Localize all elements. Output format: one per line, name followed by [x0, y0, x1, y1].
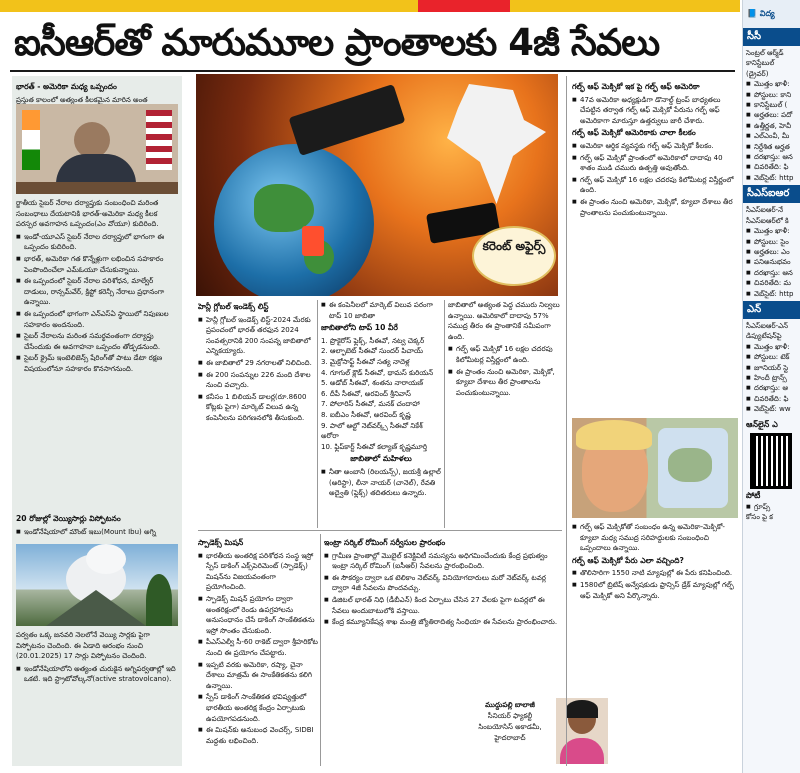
sec3-sub: సీఎస్ఐఆర్-ఎన్ — [746, 321, 789, 330]
list-item: ■ చివరితేది: ఫి — [746, 394, 798, 404]
book-icon: 📘 — [747, 9, 757, 18]
henley-heading: హెన్లీ గ్లోబల్ ఇండెక్స్ లిస్ట్ — [198, 302, 269, 311]
sec2-title: సీఎస్ఐఆర — [743, 185, 800, 203]
ash-cloud-top — [86, 544, 126, 574]
india-us-heading: భారత్ - అమెరికా మధ్య ఒప్పందం — [16, 82, 117, 91]
author-city: హైదరాబాద్ — [494, 734, 526, 742]
calculator — [302, 226, 324, 256]
gulf-continuation — [448, 300, 560, 528]
list-item: ■ గల్ఫ్ ఆఫ్ మెక్సికో ప్రాంతంలో అమెరికాలో దాదాపు 40 శాతం ముడి చమురు ఉత్పత్తి అవుతోంది. — [572, 153, 738, 174]
list-item: ■ దరఖాస్తు: ఆన — [746, 268, 798, 278]
list-item: ■ వెబ్‌సైట్: http — [746, 289, 798, 299]
list-item: ■ అర్హతలు: పదో — [746, 110, 798, 120]
list-item: ■ మొత్తం ఖాళీ: — [746, 226, 798, 236]
list-item: ■ ఉత్తీర్ణత, హెవీ — [746, 121, 798, 131]
list-item: ■ ఇప్పటి వరకు అమెరికా, రష్యా, చైనా దేశాలు మాత్రమే ఈ సాంకేతికతను కలిగి ఉన్నాయి. — [198, 660, 318, 692]
logo-text: విద్య — [759, 9, 775, 18]
list-item: ■ పనిఅనుభవం — [746, 257, 798, 267]
laptop — [289, 84, 406, 156]
list-item: ■ హిందీ ట్రాన్స్ — [746, 373, 798, 383]
left-column — [16, 80, 178, 105]
list-item: ■ స్పేస్ డాకింగ్ సాంకేతికత భవిష్యత్తులో భారతీయ అంతరిక్ష కేంద్రం ఏర్పాటుకు ఉపయోగపడనుంది. — [198, 692, 318, 724]
gulf-name-heading: గల్ఫ్ ఆఫ్ మెక్సికో పేరు ఎలా వచ్చింది? — [572, 555, 684, 565]
spadex-section — [198, 536, 318, 764]
top10-item: 7. పోలారిస్ సీఈవో, మనక్ చందాహా — [321, 400, 420, 409]
sec3-box — [743, 319, 800, 417]
top10-item: 6. దీపీ సీఈవో, అరవింద్ శ్రీనివాస్ — [321, 389, 411, 398]
list-item: ■ ఈ మిషన్‌కు అనుబంధ వెంచర్స్, SIDBI మద్దతు లభించింది. — [198, 725, 318, 746]
list-item: ■ కనీసం 1 బిలియన్ డాలర్ల(రూ.8600 కోట్లకు పైగా) మార్కెట్ విలువ ఉన్న కంపెనీలను పరిగణనలోకి తీసుకుంది. — [198, 392, 314, 424]
list-item: ■ స్పాడెక్స్ మిషన్ ప్రయోగం ద్వారా అంతరిక్షంలో రెండు ఉపగ్రహాలను అనుసంధానం చేసే డాకింగ్ సాంకేతికతను ఇస్రో సొంతం చేసుకుంది. — [198, 594, 318, 636]
bottom-box — [743, 502, 800, 523]
list-item: ■ హెన్లీ గ్లోబల్ ఇండెక్స్ లిస్ట్-2024 మేరకు ప్రపంచంలో భారత్ తరఫున 2024 సంవత్సరానికి 200 సంపన్న జాబితాలో ఎన్నికయ్యారు. — [198, 315, 314, 357]
list-item: ■ ఈ ప్రాంతం నుంచి అమెరికా, మెక్సికో, క్యూబా దేశాలు తీర ప్రాంతాలను పంచుకుంటున్నాయి. — [448, 367, 560, 399]
globe-land — [254, 184, 314, 232]
sec1-box — [743, 46, 800, 185]
column-divider — [566, 76, 567, 766]
author-name: ముద్దుపల్లి బాలాజీ — [485, 701, 535, 709]
india-flag — [22, 110, 40, 170]
top10-section — [321, 300, 441, 528]
author-org: సింబయోసిస్ అకాడమీ, — [478, 723, 542, 731]
list-item: ■ ఈ సౌకర్యం ద్వారా ఒక టెలికాం నెట్‌వర్క్ వినియోగదారులు మరో నెట్‌వర్క్ టవర్ల ద్వారా 4జీ సేవలను పొందవచ్చు. — [324, 573, 562, 594]
list-item: ■ జూనియర్ స్టె — [746, 363, 798, 373]
right-panel — [742, 0, 800, 773]
list-item: ■ ఈ ఒప్పందంలో భాగంగా ఎన్‌ఎస్‌ఏ స్థాయిలో నిపుణుల సహకారం అందనుంది. — [16, 309, 178, 330]
india-us-body: ర్జాతీయ సైబర్ నేరాల దర్యాప్తుకు సంబంధించి మరింత సంబంధాలు దేయటానికి భారత్-అమెరికా మధ్య కీలక పరస్పర అవగాహన ఒప్పందం(ఎం వోయూ) కుదిరింది. — [16, 199, 159, 229]
list-item: ■ మొత్తం ఖాళీ: — [746, 342, 798, 352]
list-item: ■ మొత్తం ఖాళీ: — [746, 79, 798, 89]
bottom-label: పోటీ — [746, 490, 761, 500]
sec3-title: ఎన్ — [743, 301, 800, 319]
gulf-section — [572, 80, 738, 414]
list-item: ■ గల్ఫ్ ఆఫ్ మెక్సికో 16 లక్షల చదరపు కిలోమీటర్ల విస్తీర్ణంలో ఉంది. — [448, 344, 560, 365]
top10-heading: జాబితాలోని టాప్ 10 వీరే — [321, 323, 398, 333]
gulf-p2: జాబితాలో అత్యంత పెద్ద చమురు నిల్వలు ఉన్నాయి. అమెరికాలో దాదాపు 57% సముద్ర తీరం ఈ ప్రాంతానికే సమీపంగా ఉంది. — [448, 301, 560, 341]
page-headline: ఐసీఆర్‌తో మారుమూల ప్రాంతాలకు 4జీ సేవలు — [14, 21, 660, 64]
left-column-body — [16, 198, 178, 508]
top10-item: 4. గూగుల్ క్లౌడ్ సీఈవో, థామస్ కురియన్ — [321, 368, 434, 377]
globe — [214, 144, 374, 296]
list-item: ■ తొలిసారిగా 1550 నాటి మ్యాపుల్లో ఈ పేరు కనిపించింది. — [572, 568, 738, 579]
current-affairs-badge: కరెంట్ అఫైర్స్ — [472, 226, 556, 286]
headline-rule — [10, 70, 735, 72]
desk — [16, 182, 178, 194]
list-item: ■ అర్హతలు: ఎం — [746, 247, 798, 257]
list-item: ■ వెబ్‌సైట్: http — [746, 173, 798, 183]
india-us-intro: ప్రస్తుత కాలంలో అత్యంత కీలకమైన మారిన అంత — [16, 95, 148, 104]
top10-item: 9. పాలో ఆల్టో నెట్‌వర్క్స్ సీఈవో నికేశ్ అరోరా — [321, 421, 423, 441]
top10-item: 10. ఫ్లిప్‌కార్ట్ సీఈవో కల్యాణ్ కృష్ణమూర్తి — [321, 442, 428, 451]
map-land — [668, 448, 712, 482]
list-item: ■ చివరితేది: మ — [746, 278, 798, 288]
icr-section — [324, 536, 562, 686]
list-item: ■ ఇండోనేషియాలోని అత్యంత చురుకైన అగ్నిపర్వతాల్లో ఇది ఒకటి. ఇది స్ట్రాటోవోల్కనో(active stratovolcano). — [16, 664, 178, 685]
list-item: ■ ఈ ప్రాంతం నుంచి అమెరికా, మెక్సికో, క్యూబా దేశాలు తీర ప్రాంతాలను పంచుకుంటున్నాయి. — [572, 197, 738, 218]
list-item: ■ ఈ ఒప్పందంలో సైబర్ నేరాల పరిశోధన, మాల్వేర్ దాడులు, రాన్సమ్‌వేర్, క్రిప్టో కరెన్సీ నేరాలు ప్రధానంగా ఉన్నాయి. — [16, 276, 178, 308]
list-item: ■ ఎల్‌ఎంవీ, మీ — [746, 131, 798, 141]
hair-shape — [576, 420, 652, 450]
volcano-section — [16, 512, 178, 538]
top10-item: 3. మైక్రోసాఫ్ట్ సీఈవో సత్య నాదెళ్ల — [321, 357, 410, 366]
gulf-section-2 — [572, 522, 738, 766]
volcano-heading: 20 రోజుల్లో వెయ్యిసార్లు విస్ఫోటనం — [16, 514, 121, 523]
volcano-text: పర్వతం ఒక్క జనవరి నెలలోనే వెయ్యి సార్లకు పైగా విస్ఫోటనం చెందింది. ఈ ఏడాది ఆరంభం నుంచి (20.01.2025) 17 సార్లు విస్ఫోటనం చెందింది. — [16, 631, 150, 661]
top10-item: 8. ఐబీఎం సీఈవో, అరవింద్ కృష్ణ — [321, 410, 411, 419]
icr-heading: ఇంట్రా సర్కిల్ రోమింగ్ సర్వీసుల ప్రారంభం — [324, 538, 446, 547]
column-divider — [444, 300, 445, 528]
bottom-text2: కోసం పై క — [746, 513, 773, 521]
women-heading: జాబితాలో మహిళలు — [350, 454, 412, 464]
list-item: ■ చివరితేది: ఫి — [746, 162, 798, 172]
sec2-box — [743, 203, 800, 301]
gulf-subheading: గల్ఫ్ ఆఫ్ మెక్సికో ఆమెరికాకు చాలా కీలకం — [572, 128, 696, 138]
online-label: ఆన్‌లైన్ ఎ — [746, 419, 778, 429]
list-item: ■ ఈ జాబితాలో 29 నగరాలతో నిలిచింది. — [198, 358, 314, 369]
list-item: ■ సైబర్ క్రైమ్ ఇంటెలిజెన్స్ షేరింగ్‌తో పాటు డేటా రక్షణ విషయంలోనూ సహకారం కొనసాగనుంది. — [16, 353, 178, 374]
list-item: ■ సైబర్ నేరాలను మరింత సమర్థవంతంగా దర్యాప్తు చేసేందుకు ఈ అవగాహనా ఒప్పందం తోడ్పడనుంది. — [16, 331, 178, 352]
top10-item: 5. అడోబ్ సీఈవో, శంతను నారాయణ్ — [321, 379, 424, 388]
sec1-sub: సెంట్రల్ ఆర్మ్‌డ్ కానిస్టేబుల్ (డ్రైవర్) — [746, 49, 784, 78]
list-item: ■ వెబ్‌సైట్: ww — [746, 404, 798, 414]
list-item: ■ పోస్టులు: టెక్ — [746, 352, 798, 362]
right-panel-logo — [743, 0, 800, 28]
list-item: ■ అమెరికా ఆర్థిక వ్యవస్థకు గల్ఫ్ ఆఫ్ మెక్సికో కీలకం. — [572, 141, 738, 152]
us-flag — [146, 110, 172, 170]
person-head — [74, 122, 110, 158]
top-color-bar — [0, 0, 740, 12]
sec1-title: సీసీ — [743, 28, 800, 46]
volcano-mountain — [46, 590, 146, 626]
list-item: ■ గ్రూప్స్‌ — [746, 502, 798, 512]
list-item: ■ నిర్దేశిత అర్హత — [746, 142, 798, 152]
list-item: ■ కేంద్ర కమ్యూనికేషన్ల శాఖ మంత్రి జ్యోతిరాదిత్య సింధియా ఈ సేవలను ప్రారంభించారు. — [324, 617, 562, 628]
section-divider — [198, 530, 562, 531]
palm-tree — [146, 574, 172, 626]
list-item: ■ భారత్, అమెరికా గత కొన్నేళ్లుగా లభించిన సహకారం పెంపొందించేలా ఎమ్ఓయూ చేసుకున్నాయి. — [16, 254, 178, 275]
gulf-intro: ■ 47వ అమెరికా అధ్యక్షుడిగా డొనాల్డ్ ట్రంప్ బాధ్యతలు చేపట్టిన తర్వాత గల్ఫ్ ఆఫ్ మెక్సికో పేరును గల్ఫ్ ఆఫ్ అమెరికాగా మారుస్తూ ఉత్తర్వులు జారీ చేశారు. — [572, 95, 738, 127]
sec2-sub2: సీఎస్ఐఆర్‌లో కి — [746, 216, 789, 225]
gulf-heading: గల్ఫ్ ఆఫ్ మెక్సికో ఇక పై గల్ఫ్ ఆఫ్ అమెరికా — [572, 82, 700, 91]
volcano-intro: ■ ఇండోనేషియాలో మౌంట్ ఇబు(Mount Ibu) అగ్ని — [16, 527, 178, 538]
sec2-sub: సీఎస్ఐఆర్-నే — [746, 206, 784, 215]
top10-intro: ■ ఈ కంపెనీలలో మార్కెట్ విలువ పరంగా టాప్ 10 జాబితా — [321, 300, 441, 321]
list-item: ■ భారతీయ అంతరిక్ష పరిశోధన సంస్థ ఇస్రో స్పేస్ డాకింగ్ ఎక్స్‌పెరిమెంట్ (స్పాడెక్స్) మిషన్‌ను విజయవంతంగా ప్రయోగించింది. — [198, 551, 318, 593]
trump-map-photo — [572, 418, 738, 518]
gulf-relations: ■ గల్ఫ్ ఆఫ్ మెక్సికోతో సంబంధం ఉన్న అమెరికా-మెక్సికో-క్యూబా మధ్య సముద్ర సరిహద్దులకు సంబంధించి ఒప్పందాలు ఉన్నాయి. — [572, 522, 738, 554]
sec3-sub2: డిప్యుటేషన్‌పై — [746, 332, 782, 341]
list-item: ■ గల్ఫ్ ఆఫ్ మెక్సికో 16 లక్షల చదరపు కిలోమీటర్ల విస్తీర్ణంలో ఉంది. — [572, 175, 738, 196]
list-item: ■ దరఖాస్తు: ఆన — [746, 152, 798, 162]
list-item: ■ 1580లో బ్రిటిష్ అన్వేషకుడు ఫ్రాన్సిస్ డ్రేక్ మ్యాపుల్లో గల్ఫ్ ఆఫ్ మెక్సికో అని పేర్కొన్నారు. — [572, 580, 738, 601]
list-item: ■ పోస్టులు: కాని — [746, 90, 798, 100]
current-affairs-illustration — [196, 74, 558, 296]
top10-item: 2. ఆల్ఫాబెట్ సీఈవో సుందర్ పిచాయ్ — [321, 347, 424, 356]
list-item: ■ డిజిటల్ భారత్ నిధి (డీబీఎన్) కింద ఏర్పాటు చేసిన 27 వేలకు పైగా టవర్లలో ఈ సేవలు అందుబాటులోకి వస్తాయి. — [324, 595, 562, 616]
list-item: ■ పీఎస్ఎల్వీ సీ-60 రాకెట్ ద్వారా శ్రీహరికోట నుంచి ఈ ప్రయోగం చేపట్టారు. — [198, 637, 318, 658]
list-item: ■ పోస్టులు: సైం — [746, 237, 798, 247]
qr-code[interactable] — [753, 436, 789, 486]
top-red-tab — [418, 0, 510, 12]
top10-item: 1. ప్రొకైరోస్ ఫ్లెక్స్, సీఈవో, నట్వ చెక్కర్ — [321, 336, 425, 345]
list-item: ■ దరఖాస్తు: ఆ — [746, 383, 798, 393]
list-item: ■ ఈ 200 సంపన్నుల 226 మంది దేశాల నుంచి వచ్చారు. — [198, 370, 314, 391]
author-credit — [468, 700, 552, 762]
women-text: ■ నీతా అంబానీ (రిలయన్స్), జయశ్రీ ఉల్లాల్ (అరిస్టా), లీనా నాయర్ (చానెల్), రేవతి అద్వైతి (ఫ్లెక్స్) తదితరులు ఉన్నారు. — [321, 467, 441, 499]
list-item: ■ గ్రామీణ ప్రాంతాల్లో మొబైల్ కనెక్టివిటీ సమస్యను అధిగమించేందుకు కేంద్ర ప్రభుత్వం ఇంట్రా సర్కిల్ రోమింగ్ (ఐసీఆర్) సేవలను ప్రారంభించింది. — [324, 551, 562, 572]
list-item: ■ కానిస్టేబుల్ ( — [746, 100, 798, 110]
henley-section — [198, 300, 314, 530]
author-role: సీనియర్ ఫ్యాకల్టీ — [487, 712, 533, 720]
spadex-heading: స్పాడెక్స్ మిషన్ — [198, 538, 244, 547]
column-divider — [320, 534, 321, 766]
meeting-photo — [16, 104, 178, 194]
volcano-body — [16, 630, 178, 764]
india-map — [436, 84, 546, 204]
list-item: ■ ఇండో-యూఎస్ సైబర్ నేరాల దర్యాప్తులో భాగంగా ఈ ఒప్పందం కుదిరింది. — [16, 232, 178, 253]
column-divider — [317, 300, 318, 528]
volcano-photo — [16, 544, 178, 626]
